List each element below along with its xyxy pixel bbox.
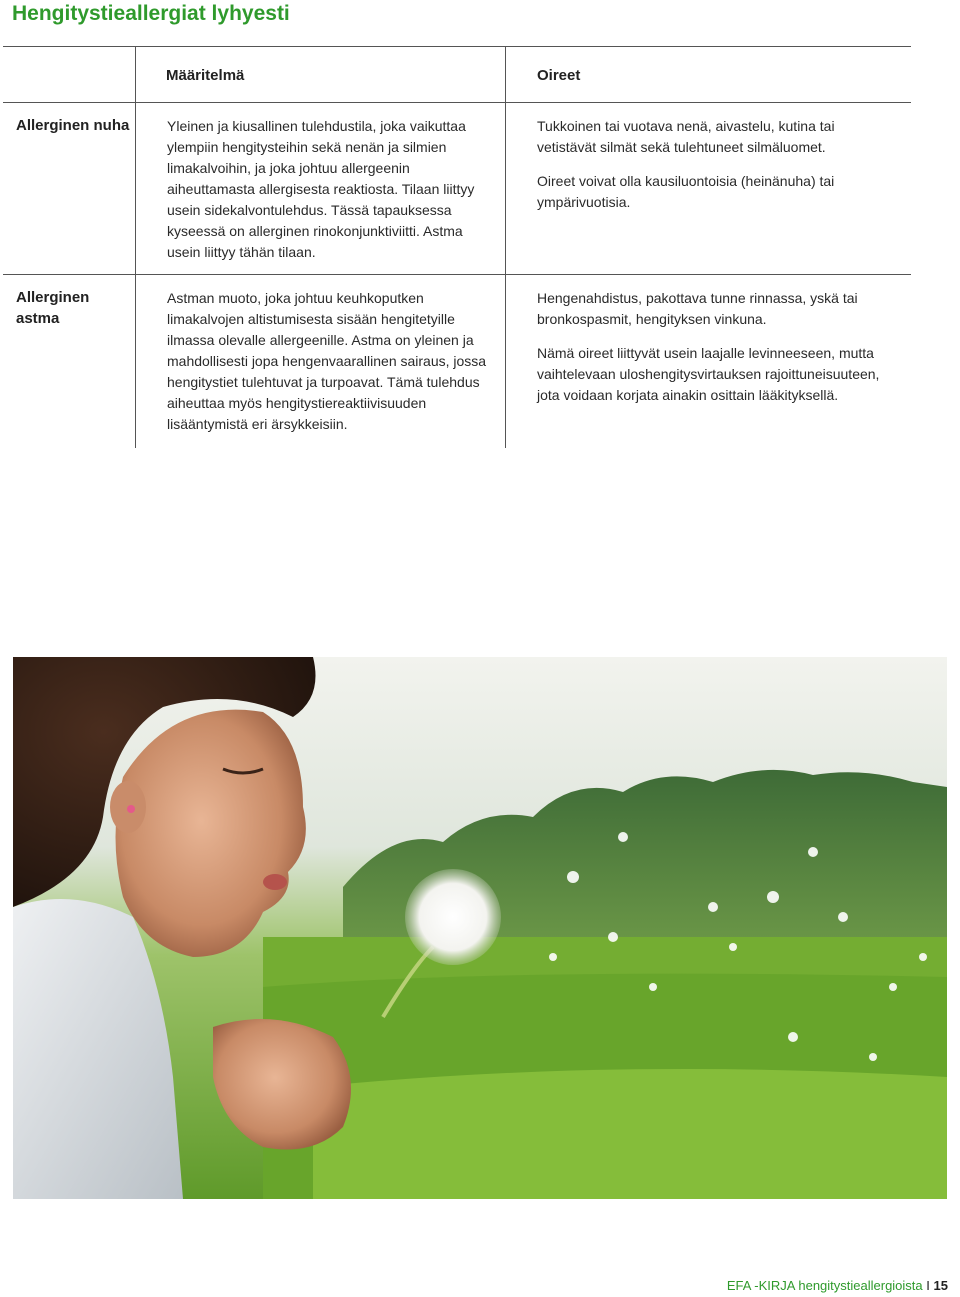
definition-text: Astman muoto, joka johtuu keuhkoputken limakalvojen altistumisesta sisään hengitetyille ilmassa olevalle allergeenille. Astma on yleinen ja mahdollisesti jopa hengenvaarallinen sairaus, jossa hengitystiet tulehtuvat ja turpoavat. Tämä tulehdus aiheuttaa myös hengitystiereaktiivisuuden lisääntymistä eri ärsykkeisiin.	[167, 290, 487, 432]
footer-brand: EFA -KIRJA hengitystieallergioista	[726, 1278, 923, 1293]
symptoms-paragraph: Nämä oireet liittyvät usein laajalle levinneeseen, mutta vaihtelevaan uloshengitysvirtauksen rajoittuneisuuteen, jota voidaan korjata ainakin osittain lääkityksellä.	[537, 345, 880, 403]
symptoms-paragraph: Hengenahdistus, pakottava tunne rinnassa, yskä tai bronkospasmit, hengityksen vinkuna.	[537, 290, 858, 327]
symptoms-paragraph: Tukkoinen tai vuotava nenä, aivastelu, kutina tai vetistävät silmät sekä tulehtuneet silmäluomet.	[537, 118, 835, 155]
definition-cell	[167, 116, 497, 276]
row-label-allerginen-astma: Allerginen astma	[16, 289, 90, 327]
header-bottom-rule	[3, 102, 911, 103]
row-label-allerginen-nuha: Allerginen nuha	[16, 117, 130, 134]
column-header-definition: Määritelmä	[166, 67, 245, 84]
column-divider-1	[135, 46, 136, 448]
column-header-symptoms: Oireet	[537, 67, 581, 84]
page-footer	[727, 1278, 948, 1293]
table-top-rule	[3, 46, 911, 47]
symptoms-cell	[537, 116, 857, 226]
column-divider-2	[505, 46, 506, 448]
page-title: Hengitystieallergiat lyhyesti	[12, 2, 290, 25]
footer-separator: I	[926, 1278, 930, 1293]
page-number: 15	[933, 1278, 948, 1293]
symptoms-cell	[537, 288, 899, 419]
dandelion-child-photo	[13, 657, 947, 1199]
definition-cell	[167, 288, 499, 448]
symptoms-paragraph: Oireet voivat olla kausiluontoisia (heinänuha) tai ympärivuotisia.	[537, 173, 835, 210]
definition-text: Yleinen ja kiusallinen tulehdustila, joka vaikuttaa ylempiin hengitysteihin sekä nenän ja silmien limakalvoihin, ja joka johtuu allergeenin aiheuttamasta allergisesta reaktiosta. Tilaan liittyy usein sidekalvontulehdus. Tässä tapauksessa kyseessä on allerginen rinokonjunktiviitti. Astma usein liittyy tähän tilaan.	[167, 118, 475, 260]
